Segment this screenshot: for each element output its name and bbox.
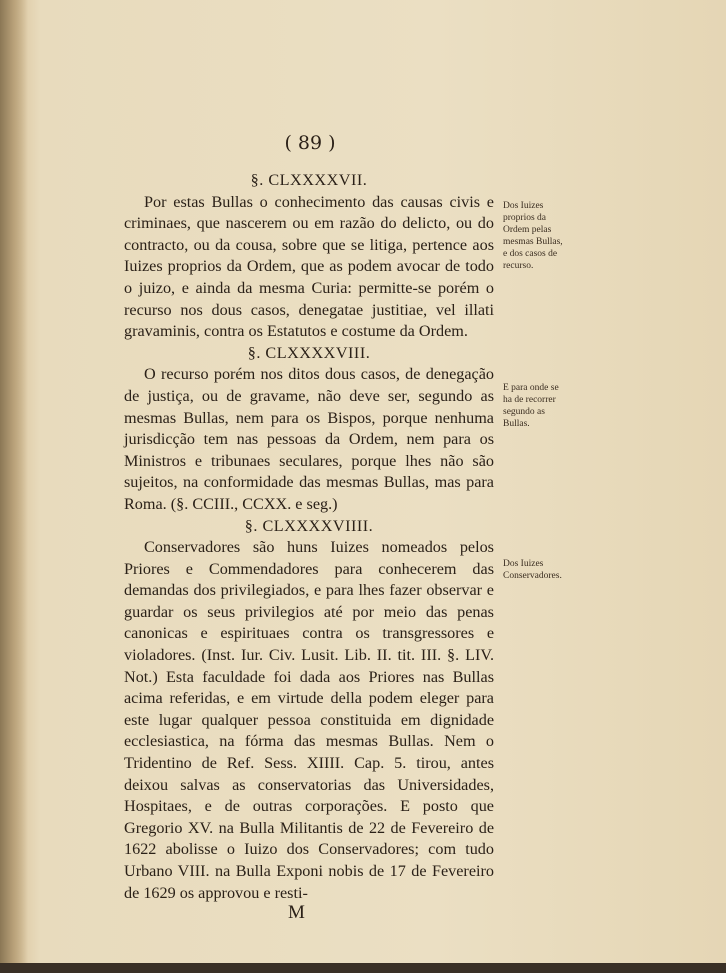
section-text-199: Conservadores são huns Iuizes nomeados pelos Priores e Commendadores para conhecerem das demandas dos privilegiados, e para lhes fazer observar e guardar os seus privilegios até por meio das penas canonicas e espirituaes contra os transgressores e violadores. (Inst. Iur. Civ. Lusit. Lib. II. tit. III. §. LIV. Not.) Esta faculdade foi dada aos Priores nas Bullas acima referidas, e em virtude della podem eleger para este lugar qualquer pessoa constituida em dignidade ecclesiastica, na fórma das mesmas Bullas. Nem o Tridentino de Ref. Sess. XIIII. Cap. 5. tirou, antes deixou salvas as conservatorias das Universidades, Hospitaes, e de outras corporações. E posto que Gregorio XV. na Bulla Militantis de 22 de Fevereiro de 1622 abolisse o Iuizo dos Conservadores; com tudo Urbano VIII. na Bulla Exponi nobis de 17 de Fevereiro de 1629 os approvou e resti- — [124, 538, 494, 902]
section-heading-199: §. CLXXXXVIIII. — [244, 516, 374, 535]
page-bottom-edge — [0, 963, 726, 973]
section-text-197: Por estas Bullas o conhecimento das causas civis e criminaes, que nascerem ou em razão do delicto, ou do contracto, ou da cousa, sobre que se litiga, pertence aos Iuizes proprios da Ordem, que as podem avocar de todo o juizo, e ainda da mesma Curia: permitte-se porém o recurso nos dous casos, denegatae justitiae, vel illati gravaminis, contra os Estatutos e costume da Ordem. — [124, 192, 494, 341]
margin-note-recorrer: E para onde se ha de recorrer segundo as Bullas. — [503, 383, 559, 429]
signature-mark: M — [288, 902, 305, 923]
margin-note-iuizes-proprios: Dos Iuizes proprios da Ordem pelas mesmas Bullas, e dos casos de recurso. — [503, 201, 563, 271]
margin-note-conservadores: Dos Iuizes Conservadores. — [503, 559, 562, 581]
page-number: ( 89 ) — [284, 132, 336, 154]
section-heading-198: §. CLXXXXVIII. — [247, 343, 371, 362]
main-text-column — [124, 170, 494, 904]
section-heading-197: §. CLXXXXVII. — [250, 171, 368, 189]
section-text-198: O recurso porém nos ditos dous casos, de denegação de justiça, ou de gravame, não deve ser, segundo as mesmas Bullas, nem para os Bispos, porque nenhuma jurisdicção tem nas pessoas da Ordem, nem para os Ministros e tribunaes seculares, porque lhes não são sujeitos, na conformidade das mesmas Bullas, mas para Roma. (§. CCIII., CCXX. e seg.) — [124, 365, 494, 513]
